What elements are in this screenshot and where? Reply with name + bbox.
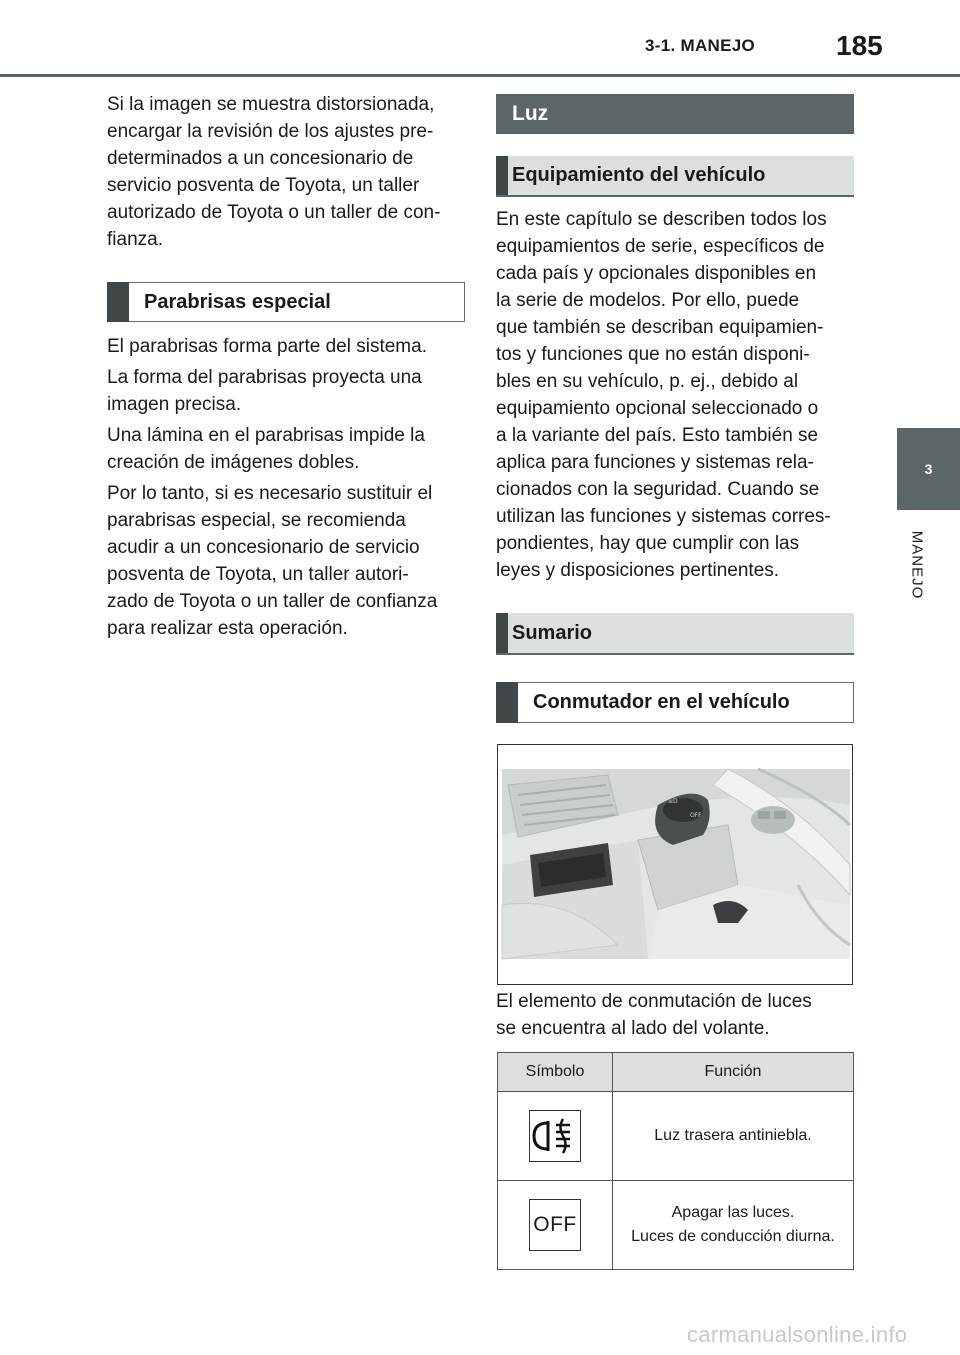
chapter-number: 3 xyxy=(924,461,933,477)
page-number: 185 xyxy=(836,30,883,61)
symbol-cell xyxy=(498,1181,613,1270)
text-line: El elemento de conmutación de luces xyxy=(496,991,812,1012)
chapter-side-label xyxy=(902,520,932,610)
steering-column-image xyxy=(498,745,852,984)
svg-text:OFF: OFF xyxy=(690,812,702,819)
text-line: equipamiento opcional seleccionado o xyxy=(496,398,819,419)
function-text: Luces de conducción diurna. xyxy=(631,1228,835,1245)
text-line: bles en su vehículo, p. ej., debido al xyxy=(496,371,799,392)
text-line: parabrisas especial, se recomienda xyxy=(107,510,406,531)
column-header-symbol: Símbolo xyxy=(498,1053,613,1092)
subsection-sumario xyxy=(496,613,854,655)
svg-text:≡D: ≡D xyxy=(668,798,678,805)
heading-marker xyxy=(107,282,129,322)
chapter-label-text: MANEJO xyxy=(908,530,926,600)
text-line: encargar la revisión de los ajustes pre- xyxy=(107,121,434,142)
function-cell xyxy=(613,1092,854,1181)
text-line: la serie de modelos. Por ello, puede xyxy=(496,290,800,311)
subsection-equipamiento xyxy=(496,156,854,197)
text-line: acudir a un concesionario de servicio xyxy=(107,537,420,558)
text-line: Por lo tanto, si es necesario sustituir el xyxy=(107,483,433,504)
function-text: Apagar las luces. xyxy=(671,1204,795,1221)
text-line: En este capítulo se describen todos los xyxy=(496,209,827,230)
text-line: cada país y opcionales disponibles en xyxy=(496,263,817,284)
illustration-caption xyxy=(496,988,812,1042)
text-line: servicio posventa de Toyota, un taller xyxy=(107,175,420,196)
paragraph xyxy=(107,422,425,476)
text-line: determinados a un concesionario de xyxy=(107,148,414,169)
text-line: pondientes, hay que cumplir con las xyxy=(496,533,800,554)
heading-text: Conmutador en el vehículo xyxy=(533,691,790,713)
function-cell xyxy=(613,1181,854,1270)
text-line: imagen precisa. xyxy=(107,394,242,415)
light-switch-illustration xyxy=(497,744,853,985)
table-row xyxy=(498,1092,854,1181)
text-line: posventa de Toyota, un taller autori- xyxy=(107,564,409,585)
text-line: creación de imágenes dobles. xyxy=(107,452,360,473)
intro-paragraph xyxy=(107,91,440,253)
heading-conmutador xyxy=(496,682,854,723)
text-line: leyes y disposiciones pertinentes. xyxy=(496,560,780,581)
table-header-row xyxy=(498,1053,854,1092)
heading-text: Parabrisas especial xyxy=(144,290,331,313)
column-header-function: Función xyxy=(613,1053,854,1092)
text-line: que también se describan equipamien- xyxy=(496,317,824,338)
text-line: Si la imagen se muestra distorsionada, xyxy=(107,94,435,115)
text-line: cionados con la seguridad. Cuando se xyxy=(496,479,820,500)
text-line: a la variante del país. Esto también se xyxy=(496,425,819,446)
text-line: se encuentra al lado del volante. xyxy=(496,1018,770,1039)
text-line: utilizan las funciones y sistemas corres- xyxy=(496,506,831,527)
paragraph xyxy=(107,364,422,418)
off-symbol-text: OFF xyxy=(533,1213,577,1236)
equipamiento-paragraph xyxy=(496,206,831,584)
chapter-tab xyxy=(897,428,960,510)
text-line: tos y funciones que no están disponi- xyxy=(496,344,810,365)
text-line: Una lámina en el parabrisas impide la xyxy=(107,425,425,446)
text-line: autorizado de Toyota o un taller de con- xyxy=(107,202,441,223)
header-rule xyxy=(0,74,960,77)
heading-marker xyxy=(496,156,508,195)
section-title-luz: Luz xyxy=(496,94,854,134)
running-header-section: 3-1. MANEJO xyxy=(645,36,756,55)
table-row xyxy=(498,1181,854,1270)
paragraph xyxy=(107,333,427,360)
rear-fog-light-icon xyxy=(529,1110,581,1162)
heading-marker xyxy=(496,613,508,653)
watermark: carmanualsonline.info xyxy=(687,1322,908,1347)
off-symbol xyxy=(529,1199,581,1251)
text-line: fianza. xyxy=(107,229,163,250)
text-line: El parabrisas forma parte del sistema. xyxy=(107,336,427,357)
text-line: La forma del parabrisas proyecta una xyxy=(107,367,422,388)
heading-text: Equipamiento del vehículo xyxy=(512,164,766,186)
heading-parabrisas-especial xyxy=(107,282,465,322)
text-line: para realizar esta operación. xyxy=(107,618,348,639)
text-line: equipamientos de serie, específicos de xyxy=(496,236,825,257)
text-line: aplica para funciones y sistemas rela- xyxy=(496,452,814,473)
symbol-function-table xyxy=(497,1052,854,1270)
function-text: Luz trasera antiniebla. xyxy=(654,1127,812,1144)
heading-marker xyxy=(496,682,518,723)
symbol-cell xyxy=(498,1092,613,1181)
heading-text: Sumario xyxy=(512,621,593,644)
text-line: zado de Toyota o un taller de confianza xyxy=(107,591,438,612)
paragraph xyxy=(107,480,437,642)
